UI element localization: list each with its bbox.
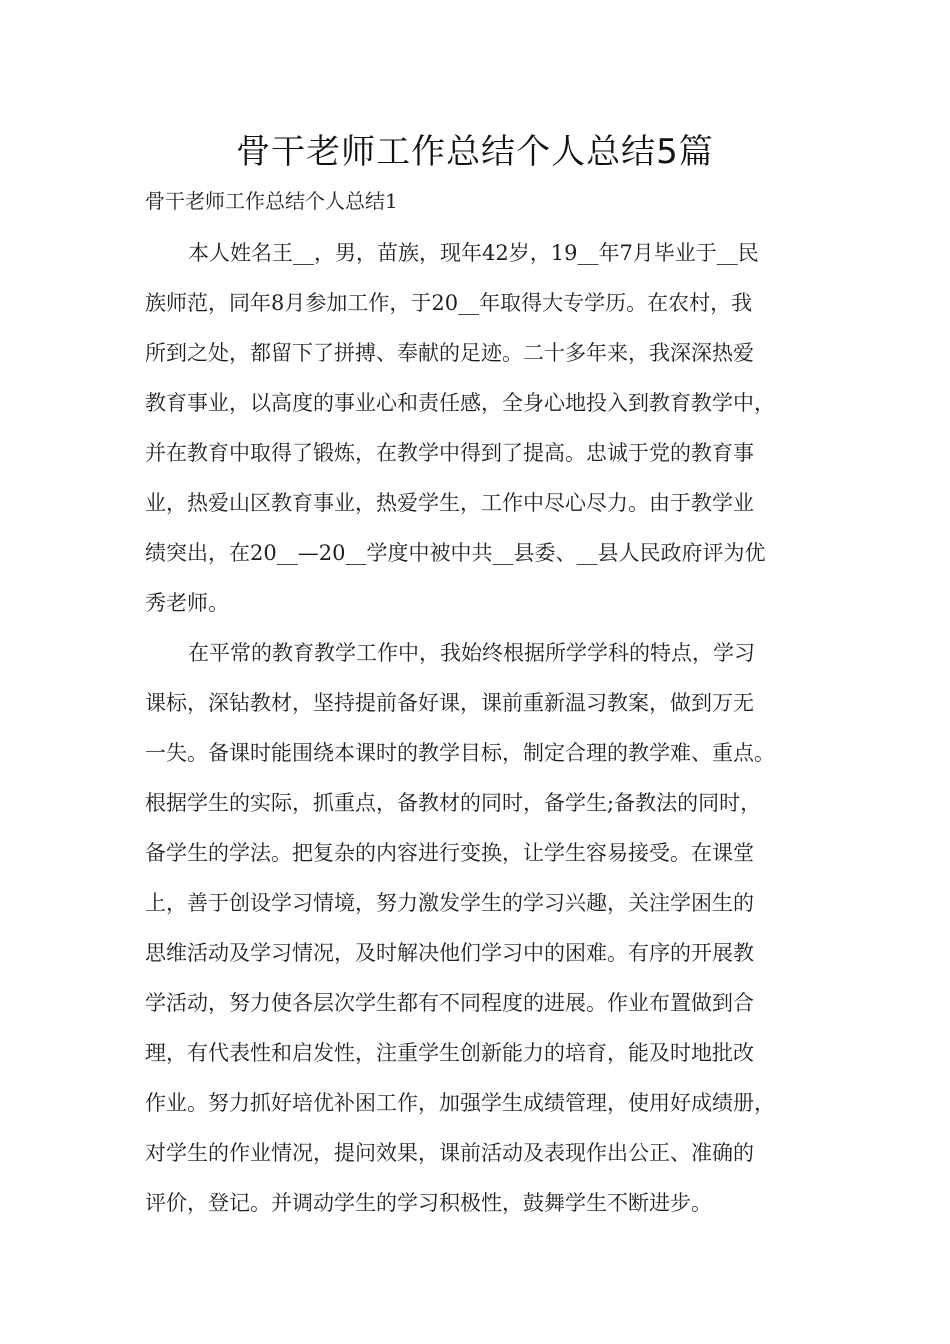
paragraph-line: 教育事业，以高度的事业心和责任感，全身心地投入到教育教学中， xyxy=(145,391,775,415)
paragraph-line: 学活动，努力使各层次学生都有不同程度的进展。作业布置做到合 xyxy=(145,991,754,1015)
paragraph-line: 备学生的学法。把复杂的内容进行变换，让学生容易接受。在课堂 xyxy=(145,841,754,865)
paragraph-line: 上，善于创设学习情境，努力激发学生的学习兴趣，关注学困生的 xyxy=(145,891,754,915)
paragraph-line: 本人姓名王__，男，苗族，现年42岁，19__年7月毕业于__民 xyxy=(188,241,759,265)
paragraph-line: 根据学生的实际，抓重点，备教材的同时，备学生;备教法的同时， xyxy=(145,791,762,815)
paragraph-line: 在平常的教育教学工作中，我始终根据所学学科的特点，学习 xyxy=(188,641,755,665)
paragraph-line: 思维活动及学习情况，及时解决他们学习中的困难。有序的开展教 xyxy=(145,941,754,965)
paragraph-line: 课标，深钻教材，坚持提前备好课，课前重新温习教案，做到万无 xyxy=(145,691,754,715)
document-body xyxy=(145,228,817,1228)
paragraph-line: 并在教育中取得了锻炼，在教学中得到了提高。忠诚于党的教育事 xyxy=(145,441,754,465)
paragraph-line: 评价，登记。并调动学生的学习积极性，鼓舞学生不断进步。 xyxy=(145,1191,712,1215)
paragraph-line: 族师范，同年8月参加工作，于20__年取得大专学历。在农村，我 xyxy=(145,291,753,315)
paragraph-line: 一失。备课时能围绕本课时的教学目标，制定合理的教学难、重点。 xyxy=(145,741,775,765)
paragraph-line: 业，热爱山区教育事业，热爱学生，工作中尽心尽力。由于教学业 xyxy=(145,491,754,515)
paragraph-line: 秀老师。 xyxy=(145,591,229,615)
paragraph-line: 绩突出，在20__—20__学度中被中共__县委、__县人民政府评为优 xyxy=(145,541,766,565)
paragraph-line: 对学生的作业情况，提问效果，课前活动及表现作出公正、准确的 xyxy=(145,1141,754,1165)
paragraph-line: 所到之处，都留下了拼搏、奉献的足迹。二十多年来，我深深热爱 xyxy=(145,341,754,365)
paragraph-line: 作业。努力抓好培优补困工作，加强学生成绩管理，使用好成绩册， xyxy=(145,1091,775,1115)
paragraph-line: 理，有代表性和启发性，注重学生创新能力的培育，能及时地批改 xyxy=(145,1041,754,1065)
section-heading: 骨干老师工作总结个人总结1 xyxy=(145,189,398,213)
document-title: 骨干老师工作总结个人总结5篇 xyxy=(236,132,714,172)
